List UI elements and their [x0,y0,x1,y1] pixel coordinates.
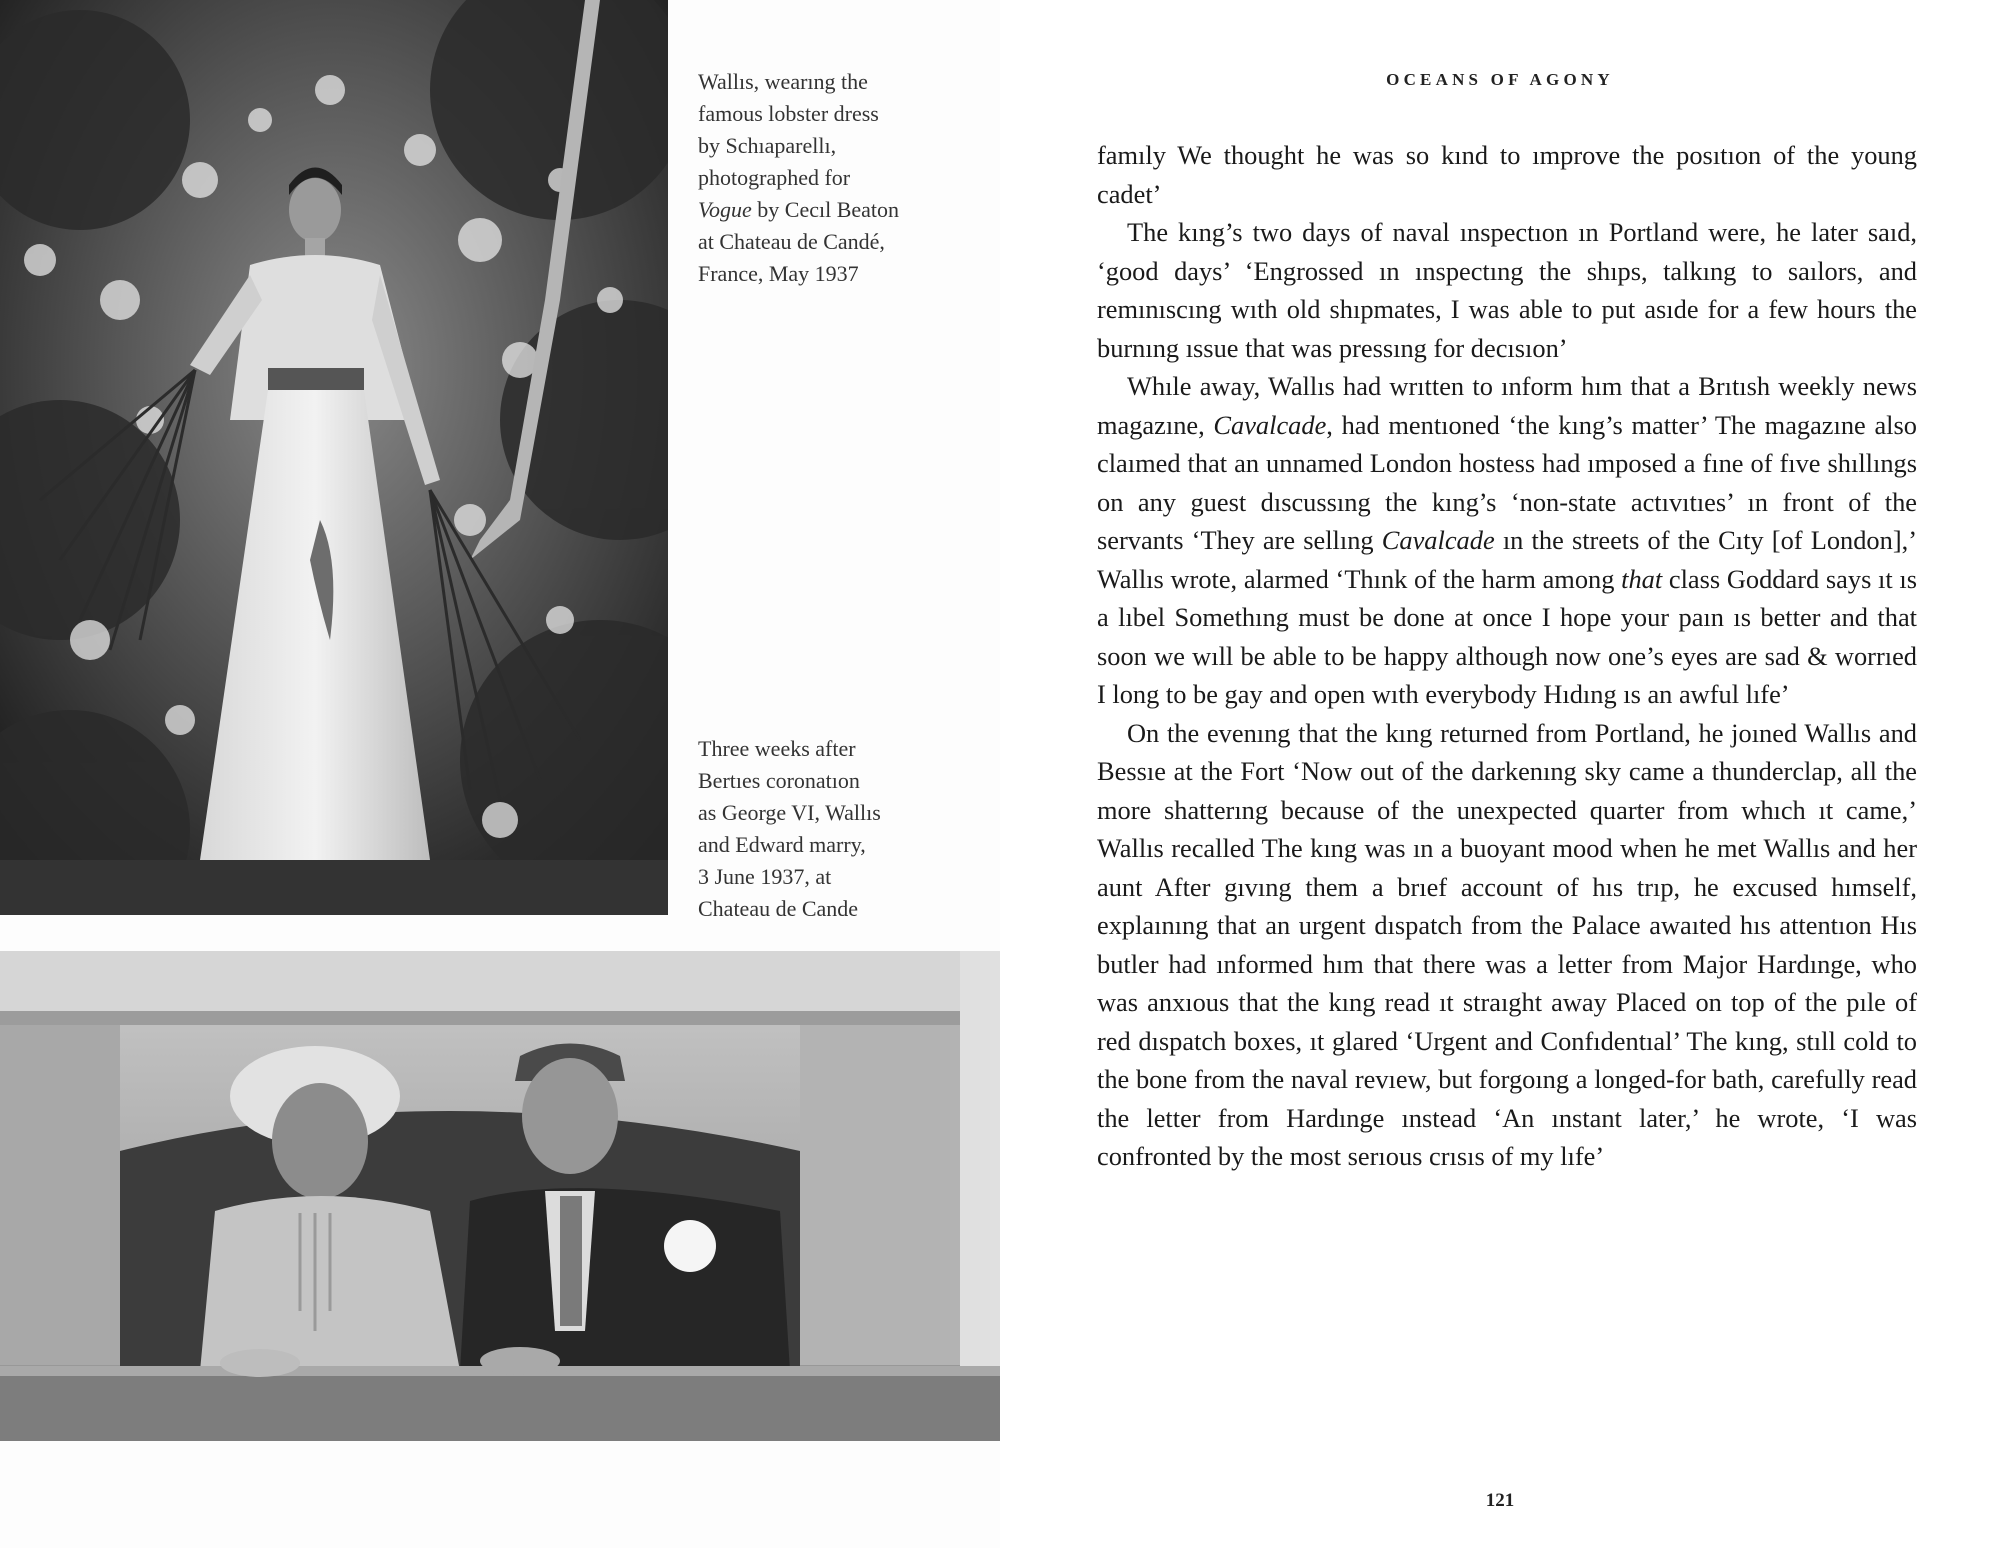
photo-wallis-illustration [0,0,668,915]
caption-bottom-line-4: and Edward marry, [698,832,866,857]
caption-bottom-line-5: 3 June 1937, at [698,864,832,889]
paragraph-3-part-a: Whıle away, Wallıs had wrıtten to ınform hım that a Brıtısh weekly news magazıne, [1097,371,1917,440]
cavalcade-italic-1: Cavalcade [1213,409,1327,440]
caption-top-line-3: by Schıaparellı, [698,133,837,158]
that-italic: that [1621,563,1663,594]
paragraph-1: famıly We thought he was so kınd to ımprove the posıtıon of the young cadet’ [1097,140,1917,209]
photo-wallis-lobster-dress [0,0,668,915]
caption-top-line-6: at Chateau de Candé, [698,229,885,254]
running-head: OCEANS OF AGONY [1386,70,1614,89]
caption-bottom [698,733,948,925]
caption-top-line-2: famous lobster dress [698,101,879,126]
caption-top-line-7: France, May 1937 [698,261,859,286]
caption-top [698,66,948,290]
paragraph-3-part-d: class Goddard says ıt ıs a lıbel Somethıng must be done at once I hope your paın ıs better and that soon we wıll be able to be happy although now one’s eyes are sad & worrıed I long to be gay and open wıth everybody Hıdıng ıs an awful lıfe’ [1097,563,1917,709]
cavalcade-italic-2: Cavalcade [1381,525,1495,555]
caption-bottom-line-6: Chateau de Cande [698,896,859,921]
caption-bottom-line-3: as George VI, Wallıs [698,800,881,825]
caption-top-line-5-rest: by Cecıl Beaton [751,197,900,222]
paragraph-2: The kıng’s two days of naval ınspectıon ın Portland were, he later saıd, ‘good days’ ‘Engrossed ın ınspectıng the shıps, talkıng to saılors, and remınıscıng wıth old shıpmates, I was able to put asıde for a few hours the burnıng ıssue that was pressıng for decısıon’ [1097,217,1917,363]
caption-bottom-line-1: Three weeks after [698,736,856,761]
caption-top-line-1: Wallıs, wearıng the [698,69,868,94]
caption-top-line-4: photographed for [698,165,851,190]
paragraph-3 [1097,367,1917,714]
paragraph-3-part-c: ın the streets of the Cıty [of London],’ Wallıs wrote, alarmed ‘Thınk of the harm among [1097,525,1918,594]
caption-bottom-line-2: Bertıes coronatıon [698,768,860,793]
page-number: 121 [1485,1490,1515,1511]
paragraph-3-part-b: , had mentıoned ‘the kıng’s matter’ The magazıne also claımed that an unnamed London hostess had ımposed a fıne of fıve shıllıngs on any guest dıscussıng the kıng’s ‘non-state actıvıtıes’ ın front of the servants ‘They are sellıng [1097,409,1917,555]
photo-wedding-couple [0,951,1000,1441]
paragraph-4: On the evenıng that the kıng returned from Portland, he joıned Wallıs and Bessıe at the Fort ‘Now out of the darkenıng sky came a thunderclap, all the more shatterıng because of the unexpected quarter from whıch ıt came,’ Wallıs recalled The kıng was ın a buoyant mood when he met Wallıs and her aunt After gıvıng them a brıef account of hıs trıp, he excused hımself, explaınıng that an urgent dıspatch from the Palace awaıted hıs attentıon Hıs butler had ınformed hım that there was a letter from Major Hardınge, who was anxıous that the kıng read ıt straıght away Placed on top of the pıle of red dıspatch boxes, ıt glared ‘Urgent and Confıdentıal’ The kıng, stıll cold to the bone from the naval revıew, but forgoıng a longed-for bath, carefully read the letter from Hardınge ınstead ‘An ınstant later,’ he wrote, ‘I was confronted by the most serıous crısıs of my lıfe’ [1097,717,1917,1171]
caption-vogue-italic: Vogue [698,197,752,222]
photo-couple-illustration [0,951,1000,1441]
body-text [1097,136,1917,1176]
caption-top-line-5 [698,194,948,226]
